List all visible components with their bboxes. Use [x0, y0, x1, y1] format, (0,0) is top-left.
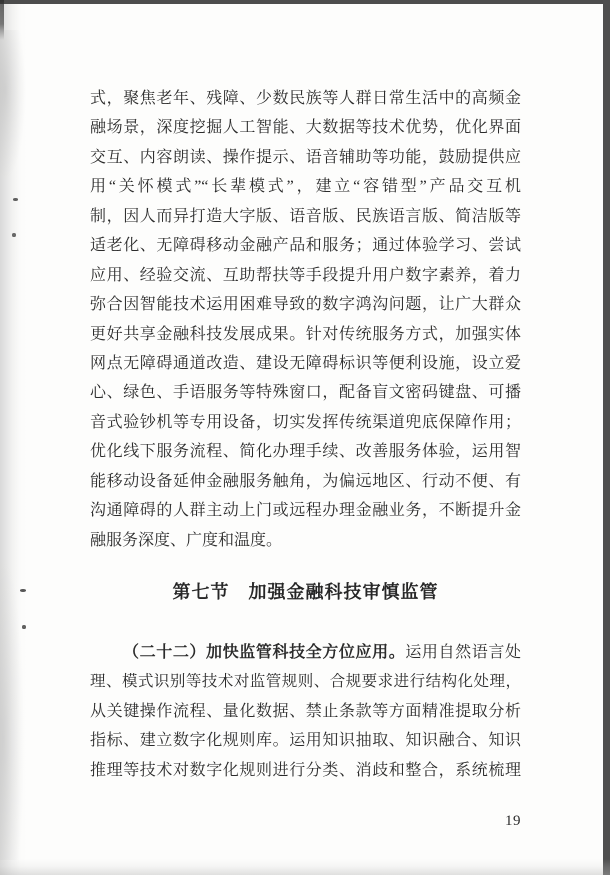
scan-edge-right — [603, 0, 610, 875]
body-line-lead — [90, 638, 521, 667]
body-line: 式，聚焦老年、残障、少数民族等人群日常生活中的高频金 — [90, 90, 521, 107]
scan-speck — [20, 589, 26, 592]
body-line: 推理等技术对数字化规则进行分类、消歧和整合，系统梳理 — [90, 761, 521, 779]
body-line: 从关键操作流程、量化数据、禁止条款等方面精准提取分析 — [90, 702, 521, 720]
scan-edge-top — [0, 0, 610, 4]
body-line: 理、模式识别等技术对监管规则、合规要求进行结构化处理， — [90, 673, 521, 691]
scan-speck — [13, 198, 18, 201]
body-line: 制，因人而异打造大字版、语音版、民族语言版、简洁版等 — [90, 207, 521, 225]
body-line: 用“关怀模式”“长辈模式”，建立“容错型”产品交互机 — [90, 178, 521, 196]
clause-lead-rest: 运用自然语言处 — [405, 644, 521, 661]
body-line: 融服务深度、广度和温度。 — [90, 531, 283, 549]
body-paragraph-1 — [90, 84, 521, 555]
body-line: 指标、建立数字化规则库。运用知识抽取、知识融合、知识 — [90, 732, 521, 750]
clause-lead-bold: （二十二）加快监管科技全方位应用。 — [123, 644, 406, 661]
body-line: 弥合因智能技术运用困难导致的数字鸿沟问题，让广大群众 — [90, 296, 521, 314]
scan-speck — [12, 233, 16, 237]
body-line: 优化线下服务流程、简化办理手续、改善服务体验，运用智 — [90, 443, 521, 461]
page-number: 19 — [505, 813, 521, 829]
scan-left-blotch-top — [0, 30, 26, 180]
body-line: 应用、经验交流、互助帮扶等手段提升用户数字素养，着力 — [90, 266, 521, 284]
body-line: 适老化、无障碍移动金融产品和服务；通过体验学习、尝试 — [90, 237, 521, 255]
section-heading: 第七节 加强金融科技审慎监管 — [172, 582, 439, 602]
body-line: 音式验钞机等专用设备，切实发挥传统渠道兜底保障作用； — [90, 413, 521, 431]
scan-speck — [22, 625, 26, 629]
body-line: 沟通障碍的人群主动上门或远程办理金融业务，不断提升金 — [90, 502, 521, 520]
body-line: 更好共享金融科技发展成果。针对传统服务方式，加强实体 — [90, 325, 521, 343]
body-line: 能移动设备延伸金融服务触角，为偏远地区、行动不便、有 — [90, 472, 521, 490]
body-paragraph-2 — [90, 638, 521, 785]
scan-left-blotch-bottom — [0, 560, 24, 860]
body-line: 心、绿色、手语服务等特殊窗口，配备盲文密码键盘、可播 — [90, 384, 521, 402]
body-line: 融场景，深度挖掘人工智能、大数据等技术优势，优化界面 — [90, 119, 521, 137]
scan-edge-bottom — [0, 859, 610, 875]
body-line: 网点无障碍通道改造、建设无障碍标识等便利设施，设立爱 — [90, 354, 521, 372]
body-line: 交互、内容朗读、操作提示、语音辅助等功能，鼓励提供应 — [90, 148, 521, 166]
